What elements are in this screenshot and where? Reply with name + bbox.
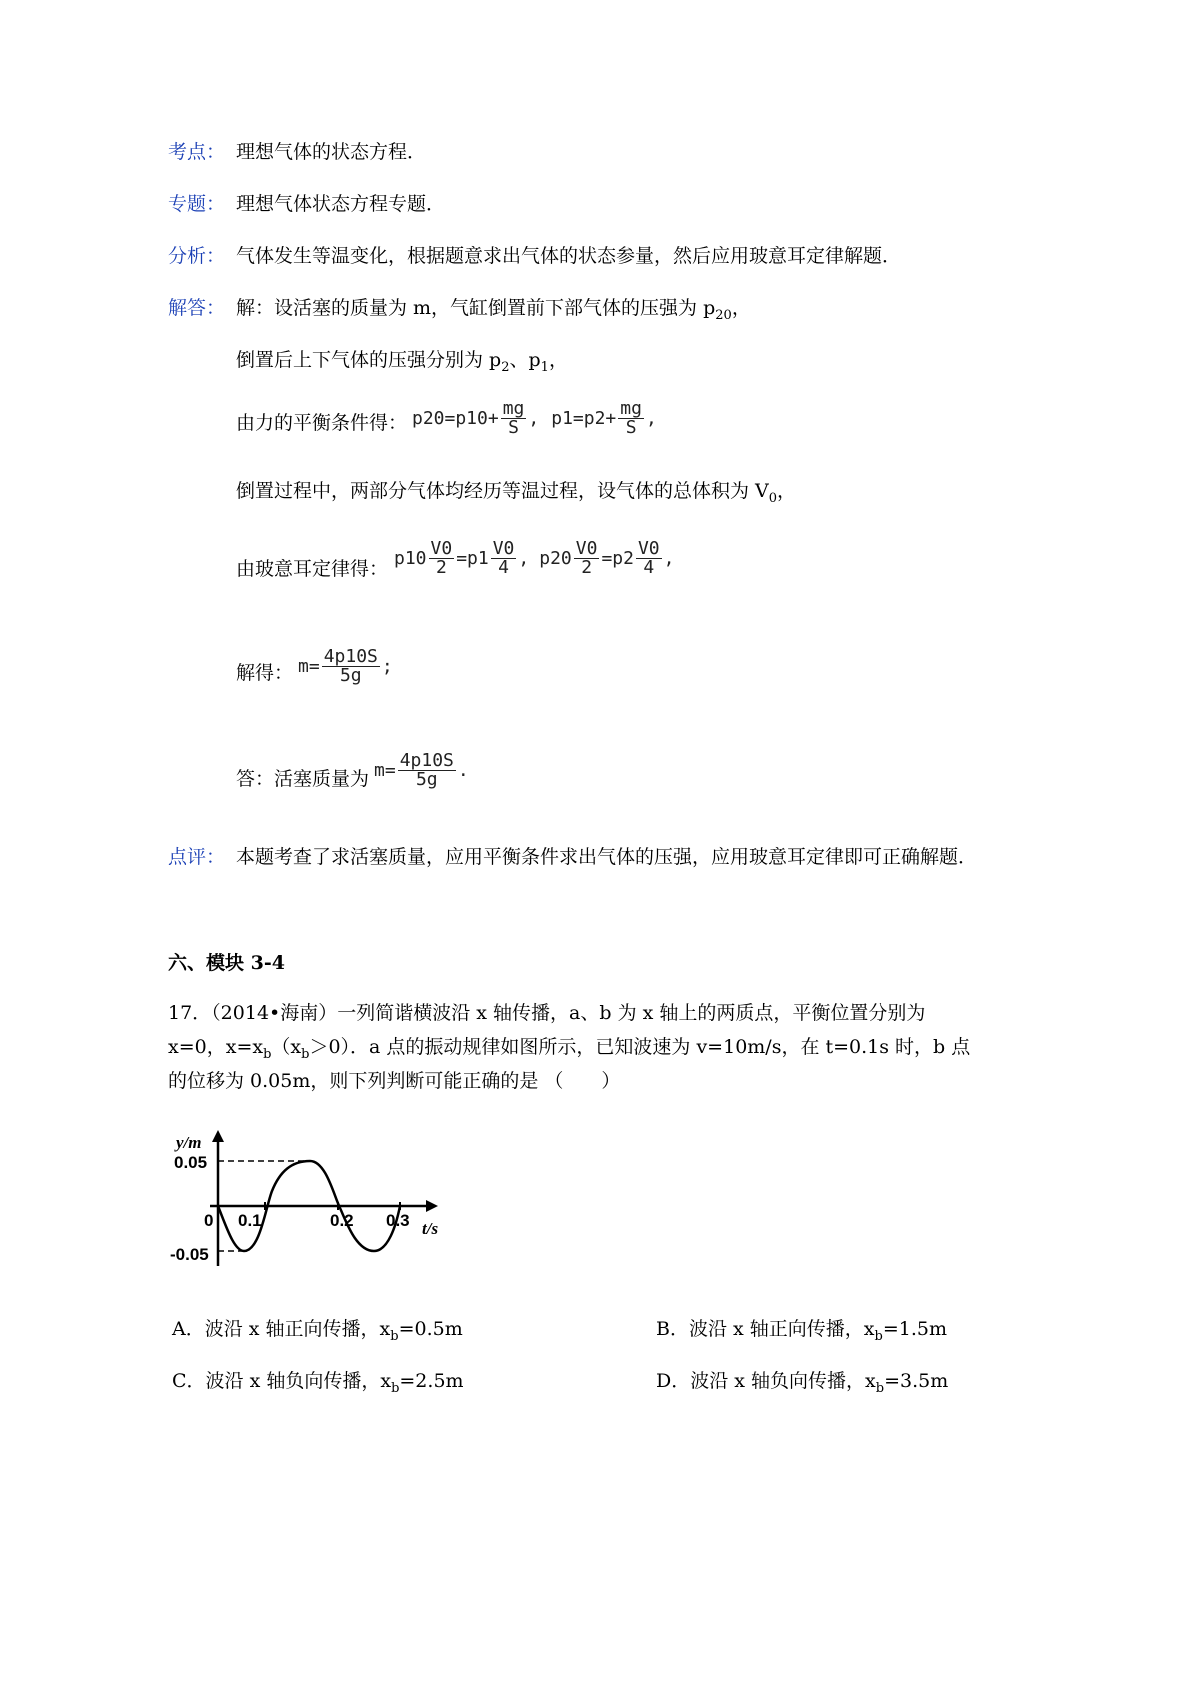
question-line-2: x=0，$x=x_b(x_b>0)$．a 点的振动规律如图所示，已知波速为 v=10m/s，在 t=0.1s 时，b 点: [168, 1036, 971, 1062]
solution-line-4: 倒置过程中，两部分气体均经历等温过程，设气体的总体积为 $V_0$，: [236, 480, 797, 506]
y-tick-neg-0-05: -0.05: [170, 1245, 209, 1264]
kaodian-label: 考点：: [168, 141, 226, 163]
option-c[interactable]: C．波沿 x 轴负向传播，$x_b=2.5m$: [172, 1370, 464, 1396]
y-axis-label: y/m: [176, 1133, 202, 1152]
x-tick-0-1: 0.1: [238, 1211, 262, 1230]
vibration-graph: [160, 1126, 460, 1276]
dianping-text: 本题考查了求活塞质量，应用平衡条件求出气体的压强，应用玻意耳定律即可正确解题．: [236, 846, 978, 868]
solution-line-7-label: 答：活塞质量为: [236, 768, 370, 790]
x-tick-0-2: 0.2: [330, 1211, 354, 1230]
module-title: 六、模块 3-4: [168, 952, 285, 974]
x-axis-arrow: [426, 1200, 438, 1212]
origin-label: 0: [204, 1211, 214, 1230]
option-d[interactable]: D．波沿 x 轴负向传播，$x_b=3.5m$: [656, 1370, 949, 1396]
option-b[interactable]: B．波沿 x 轴正向传播，$x_b=1.5m$: [656, 1318, 947, 1344]
option-a[interactable]: A．波沿 x 轴正向传播，$x_b=0.5m$: [172, 1318, 463, 1344]
x-tick-0-3: 0.3: [386, 1211, 410, 1230]
dianping-label: 点评：: [168, 846, 226, 868]
y-tick-0-05: 0.05: [174, 1153, 208, 1172]
question-line-3: 的位移为 0.05m，则下列判断可能正确的是 （ ）: [168, 1070, 621, 1092]
y-axis-arrow: [212, 1130, 224, 1142]
jieda-label: 解答：: [168, 297, 226, 319]
zhuanti-label: 专题：: [168, 193, 226, 215]
x-axis-label: t/s: [422, 1219, 439, 1238]
zhuanti-text: 理想气体状态方程专题．: [236, 193, 446, 215]
solution-line-1: 解：设活塞的质量为 m，气缸倒置前下部气体的压强为 $p_{20}$，: [236, 297, 751, 323]
solution-line-3-label: 由力的平衡条件得：: [236, 412, 408, 434]
kaodian-row: [168, 139, 225, 165]
boyle-equation: p10 $\frac{V0}{2}$ =p1 $\frac{V0}{4}$ , p20 $\frac{V0}{2}$ =p2 $\frac{V0}{4}$ ,: [394, 538, 675, 578]
fraction-mg-s-1: $\frac{mg}{S}$: [502, 398, 525, 438]
solution-line-5-label: 由玻意耳定律得：: [236, 558, 389, 580]
solution-line-2: 倒置后上下气体的压强分别为 $p_2$、$p_1$，: [236, 349, 568, 375]
answer-equation: m= $\frac{4p10S}{5g}$ .: [374, 750, 469, 790]
fenxi-text: 气体发生等温变化，根据题意求出气体的状态参量，然后应用玻意耳定律解题．: [236, 245, 902, 267]
solution-line-6-label: 解得：: [236, 662, 294, 684]
kaodian-text: 理想气体的状态方程．: [236, 141, 427, 163]
result-equation: m= $\frac{4p10S}{5g}$ ;: [298, 646, 393, 686]
question-line-1: 17．（2014•海南）一列简谐横波沿 x 轴传播，a、b 为 x 轴上的两质点，平衡位置分别为: [168, 1002, 926, 1024]
fraction-mg-s-2: $\frac{mg}{S}$: [620, 398, 642, 438]
fenxi-label: 分析：: [168, 245, 226, 267]
equilibrium-equation: p20=p10+ $\frac{mg}{S}$ , p1=p2+ $\frac{mg}{S}$ ,: [412, 398, 657, 438]
